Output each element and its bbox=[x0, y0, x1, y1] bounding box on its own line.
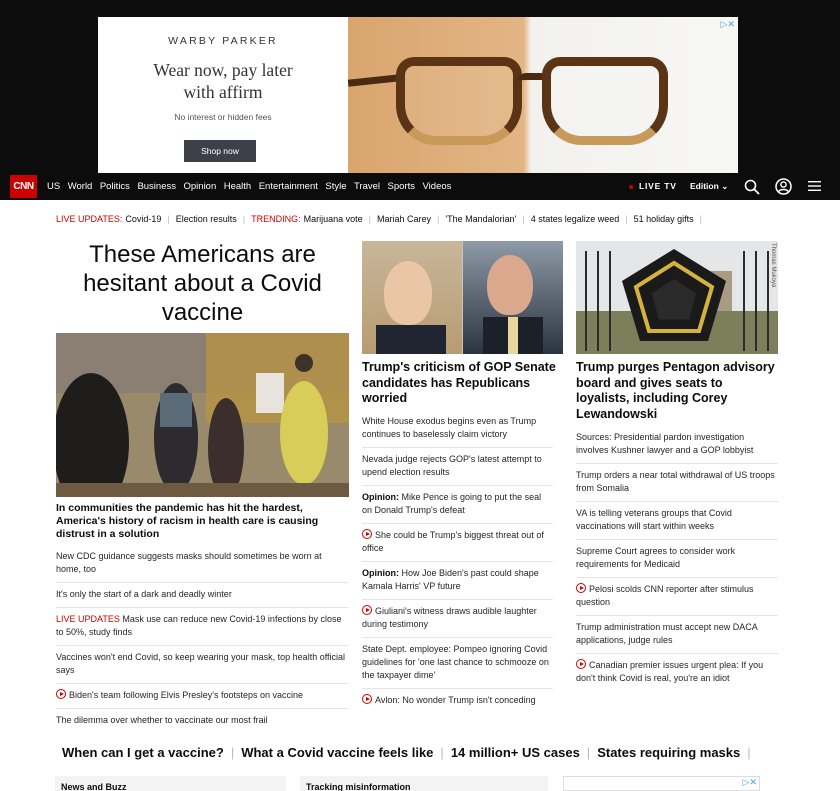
nav-item-travel[interactable]: Travel bbox=[354, 181, 381, 192]
list-item[interactable] bbox=[576, 502, 778, 540]
col2-headline-list bbox=[362, 410, 553, 713]
list-item[interactable] bbox=[576, 464, 778, 502]
trending-link-mandalorian[interactable]: 'The Mandalorian' bbox=[445, 214, 517, 224]
list-item[interactable] bbox=[362, 486, 553, 524]
warby-parker-ad[interactable] bbox=[98, 17, 738, 173]
ad-headline-line1: Wear now, pay later bbox=[153, 60, 293, 80]
glasses-temple bbox=[348, 74, 400, 86]
sidebar-ad[interactable] bbox=[563, 776, 760, 791]
list-item[interactable] bbox=[56, 646, 349, 684]
ad-brand: WARBY PARKER bbox=[168, 35, 278, 47]
ad-headline-line2: with affirm bbox=[183, 82, 263, 102]
menu-icon[interactable] bbox=[808, 180, 821, 192]
list-item[interactable] bbox=[362, 410, 553, 448]
nav-item-entertainment[interactable]: Entertainment bbox=[258, 181, 318, 192]
nav-item-world[interactable]: World bbox=[67, 181, 93, 192]
lead-headline[interactable]: These Americans are hesitant about a Covid vaccine bbox=[83, 241, 322, 326]
live-updates-label: LIVE UPDATES: bbox=[56, 214, 123, 224]
lead-image-art bbox=[56, 333, 349, 497]
edition-label: Edition bbox=[690, 181, 719, 191]
list-item[interactable] bbox=[362, 689, 553, 713]
divider: | bbox=[522, 214, 525, 224]
list-item[interactable] bbox=[576, 616, 778, 654]
list-item[interactable] bbox=[56, 583, 349, 608]
section-news-buzz bbox=[55, 776, 286, 791]
video-play-icon bbox=[56, 689, 66, 699]
search-icon[interactable] bbox=[744, 179, 760, 195]
trending-link-marijuana[interactable]: Marijuana vote bbox=[303, 214, 363, 224]
list-item[interactable] bbox=[56, 545, 349, 583]
trending-link-election[interactable]: Election results bbox=[175, 214, 237, 224]
headline-link[interactable]: Vaccines won't end Covid, so keep wearing your mask, top health official says bbox=[56, 652, 346, 675]
headline-link[interactable]: White House exodus begins even as Trump continues to baselessly claim victory bbox=[362, 416, 537, 439]
headline-link[interactable]: Nevada judge rejects GOP's latest attempt to upend election results bbox=[362, 454, 542, 477]
list-item[interactable] bbox=[576, 540, 778, 578]
divider: | bbox=[699, 214, 702, 224]
headline-link[interactable]: How Joe Biden's past could shape Kamala Harris' VP future bbox=[362, 568, 539, 591]
gop-senators-image[interactable] bbox=[362, 241, 563, 354]
live-updates-tag: LIVE UPDATES bbox=[56, 614, 120, 624]
list-item[interactable] bbox=[362, 638, 553, 689]
section-title: News and Buzz bbox=[61, 782, 127, 791]
quick-link-vaccine-feel[interactable]: What a Covid vaccine feels like bbox=[241, 745, 434, 760]
headline-link[interactable]: Trump administration must accept new DACA applications, judge rules bbox=[576, 622, 758, 645]
list-item[interactable] bbox=[576, 578, 778, 616]
divider: | bbox=[625, 214, 628, 224]
portrait-jacket bbox=[376, 325, 446, 354]
nav-item-health[interactable]: Health bbox=[223, 181, 252, 192]
headline-link[interactable]: Trump orders a near total withdrawal of US troops from Somalia bbox=[576, 470, 775, 493]
headline-link[interactable]: New CDC guidance suggests masks should sometimes be worn at home, too bbox=[56, 551, 322, 574]
quick-link-us-cases[interactable]: 14 million+ US cases bbox=[450, 745, 580, 760]
divider: | bbox=[167, 214, 170, 224]
headline-link[interactable]: VA is telling veterans groups that Covid vaccinations will start within weeks bbox=[576, 508, 732, 531]
headline-link[interactable]: Avlon: No wonder Trump isn't conceding bbox=[375, 695, 536, 705]
nav-items bbox=[47, 173, 459, 200]
col1-headline-list bbox=[56, 545, 349, 733]
ad-headline bbox=[98, 59, 348, 103]
video-play-icon bbox=[576, 583, 586, 593]
trending-bar bbox=[56, 214, 708, 228]
shop-now-button[interactable]: Shop now bbox=[184, 140, 256, 162]
section-title: Tracking misinformation bbox=[306, 782, 411, 791]
divider: | bbox=[440, 745, 444, 760]
col3-headline-list bbox=[576, 426, 778, 691]
glasses-lens-left bbox=[396, 57, 522, 145]
covid-quick-links bbox=[56, 745, 758, 763]
video-play-icon bbox=[362, 694, 372, 704]
list-item[interactable] bbox=[362, 562, 553, 600]
lead-caption-link[interactable]: In communities the pandemic has hit the hardest, America's history of racism in health care is causing distrust in a solution bbox=[56, 502, 319, 540]
nav-item-business[interactable]: Business bbox=[137, 181, 176, 192]
ad-subtext: No interest or hidden fees bbox=[174, 112, 272, 122]
nav-item-opinion[interactable]: Opinion bbox=[183, 181, 217, 192]
video-play-icon bbox=[362, 605, 372, 615]
headline-link[interactable]: Sources: Presidential pardon investigation involves Kushner lawyer and a GOP lobbyist bbox=[576, 432, 754, 455]
headline-link[interactable]: The dilemma over whether to vaccinate our most frail bbox=[56, 715, 268, 725]
opinion-tag: Opinion: bbox=[362, 568, 399, 578]
headline-link[interactable]: Giuliani's witness draws audible laughter during testimony bbox=[362, 606, 537, 629]
ad-band bbox=[0, 0, 840, 173]
col3-headline[interactable]: Trump purges Pentagon advisory board and gives seats to loyalists, including Corey Lewandowski bbox=[576, 360, 775, 421]
list-item[interactable] bbox=[56, 608, 349, 646]
live-tv-link[interactable]: LIVE TV bbox=[629, 173, 677, 200]
divider: | bbox=[437, 214, 440, 224]
headline-link[interactable]: Mike Pence is going to put the seal on Donald Trump's defeat bbox=[362, 492, 542, 515]
list-item[interactable] bbox=[56, 684, 349, 709]
ad-choices-icon[interactable]: ▷✕ bbox=[742, 777, 757, 787]
user-icon[interactable] bbox=[775, 178, 792, 195]
list-item[interactable] bbox=[576, 426, 778, 464]
headline-link[interactable]: Mask use can reduce new Covid-19 infections by close to 50%, study finds bbox=[56, 614, 342, 637]
portrait-face bbox=[487, 255, 533, 315]
nav-item-us[interactable]: US bbox=[47, 181, 61, 192]
trending-link-mariah[interactable]: Mariah Carey bbox=[377, 214, 432, 224]
cnn-logo[interactable]: CNN bbox=[10, 175, 37, 198]
list-item[interactable] bbox=[362, 524, 553, 562]
edition-dropdown[interactable] bbox=[690, 173, 728, 200]
trending-link-covid[interactable]: Covid-19 bbox=[125, 214, 162, 224]
trending-label: TRENDING: bbox=[251, 214, 301, 224]
headline-link[interactable]: State Dept. employee: Pompeo ignoring Covid guidelines for 'one last chance to schmooze on the taxpayer dime' bbox=[362, 644, 549, 680]
nav-item-style[interactable]: Style bbox=[325, 181, 347, 192]
pentagon-sign-image[interactable] bbox=[576, 241, 778, 354]
headline-link[interactable]: It's only the start of a dark and deadly winter bbox=[56, 589, 232, 599]
col2-headline[interactable]: Trump's criticism of GOP Senate candidates has Republicans worried bbox=[362, 360, 556, 405]
glasses-image bbox=[348, 17, 738, 173]
opinion-tag: Opinion: bbox=[362, 492, 399, 502]
list-item[interactable] bbox=[362, 600, 553, 638]
video-play-icon bbox=[362, 529, 372, 539]
headline-link[interactable]: She could be Trump's biggest threat out of office bbox=[362, 530, 544, 553]
video-play-icon bbox=[576, 659, 586, 669]
trending-link-weed[interactable]: 4 states legalize weed bbox=[530, 214, 620, 224]
ad-choices-icon[interactable]: ▷✕ bbox=[720, 19, 735, 29]
trending-link-gifts[interactable]: 51 holiday gifts bbox=[633, 214, 694, 224]
list-item[interactable] bbox=[56, 709, 349, 733]
headline-link[interactable]: Supreme Court agrees to consider work requirements for Medicaid bbox=[576, 546, 736, 569]
divider: | bbox=[586, 745, 591, 760]
section-tracking-misinfo bbox=[300, 776, 548, 791]
portrait-tie bbox=[508, 317, 518, 354]
divider: | bbox=[242, 214, 246, 224]
headline-link[interactable]: Pelosi scolds CNN reporter after stimulus question bbox=[576, 584, 754, 607]
nav-item-sports[interactable]: Sports bbox=[387, 181, 416, 192]
glasses-lens-right bbox=[542, 57, 668, 145]
list-item[interactable] bbox=[576, 654, 778, 691]
headline-link[interactable]: Biden's team following Elvis Presley's footsteps on vaccine bbox=[69, 690, 304, 700]
image-credit: Thomas Mukoya bbox=[770, 243, 776, 288]
lead-story-image[interactable] bbox=[56, 333, 349, 497]
pentagon-image-art bbox=[576, 241, 778, 354]
divider: | bbox=[230, 745, 235, 760]
image-right-panel bbox=[463, 241, 563, 354]
image-left-panel bbox=[362, 241, 462, 354]
nav-item-politics[interactable]: Politics bbox=[99, 181, 130, 192]
divider: | bbox=[368, 214, 371, 224]
top-nav bbox=[0, 173, 840, 200]
quick-link-masks[interactable]: States requiring masks bbox=[597, 745, 741, 760]
portrait-face bbox=[384, 261, 432, 325]
chevron-down-icon: ⌄ bbox=[721, 181, 729, 191]
quick-link-vaccine-when[interactable]: When can I get a vaccine? bbox=[62, 745, 224, 760]
nav-item-videos[interactable]: Videos bbox=[422, 181, 452, 192]
divider: | bbox=[747, 745, 751, 760]
headline-link[interactable]: Canadian premier issues urgent plea: If you don't think Covid is real, you're an idiot bbox=[576, 660, 764, 683]
list-item[interactable] bbox=[362, 448, 553, 486]
ad-copy bbox=[98, 17, 348, 173]
